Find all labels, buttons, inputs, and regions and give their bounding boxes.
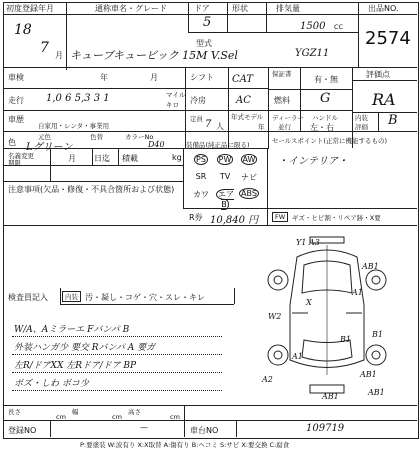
history-label: 車歴 (8, 115, 24, 124)
fw-label: FW (272, 212, 288, 222)
tax-label: 積載 (122, 154, 138, 163)
damage-mark: A1 (352, 288, 363, 297)
damage-mark: X (306, 298, 312, 307)
damage-mark: B1 (372, 330, 383, 339)
note-line: ポズ・しわ ボコ少 (14, 379, 89, 389)
doors-value: 5 (203, 15, 212, 30)
warranty-label: 保証書 (272, 70, 292, 78)
equipment-item: PW (218, 155, 232, 164)
height-label: 高さ (128, 408, 141, 416)
mileage-label: 走行 (8, 96, 24, 105)
doors-label: ドア (194, 4, 210, 13)
first-reg-year: 18 (14, 22, 32, 38)
equipment-item: ナビ (241, 173, 257, 182)
color-value: Lグリーン (26, 142, 73, 153)
interior-sub: 評価 (355, 123, 368, 131)
recycle-label: R券 (189, 213, 203, 222)
ac-value: AC (236, 95, 251, 106)
handle-value: 左・右 (310, 123, 334, 132)
shift-value: CAT (232, 74, 253, 85)
displacement-value: 1500 (300, 21, 326, 32)
inspection-year-unit: 年 (100, 73, 108, 82)
equipment-item: ABS (241, 189, 257, 198)
ac-label: 冷房 (190, 96, 206, 105)
note-line: W/A、Aミラーエ Fバンパ B (14, 325, 130, 335)
reg-no-label: 登録NO (8, 426, 37, 435)
first-reg-month: 7 (40, 40, 49, 56)
damage-mark: AB1 (362, 262, 379, 271)
damage-mark: W2 (268, 312, 282, 321)
model-label: 型式 (196, 39, 212, 48)
nc-day-unit: 日迄 (94, 154, 110, 163)
mileage-value: 1,0 6 5,3 3 1 (46, 93, 110, 104)
km-unit: キロ (166, 101, 179, 109)
equipment-item: エアB (218, 190, 234, 209)
warranty-value: 有・無 (314, 75, 338, 84)
equipment-item: PS (196, 155, 206, 164)
equipment-item: TV (219, 172, 231, 181)
fuel-value: G (320, 91, 331, 106)
car-name-value: キューブキュービック 15M V.Sel (70, 49, 238, 62)
sales-point-label: セールスポイント(正常に機能するもの) (272, 137, 387, 145)
chassis-value: 109719 (306, 423, 345, 434)
score-value: RA (372, 90, 396, 109)
inspector-options: 汚・凝し・コゲ・穴・スレ・キレ (85, 293, 205, 302)
color-label: 色 (8, 138, 16, 147)
chassis-label: 車台NO (190, 426, 219, 435)
damage-mark: A1 (292, 352, 303, 361)
color-code: D40 (148, 140, 165, 149)
fw-options: ギズ・ヒビ割・リペア跡・X要 (292, 214, 381, 222)
equipment-item: SR (195, 172, 207, 181)
interior-value: B (388, 113, 398, 128)
recycle-value: 10,840 円 (210, 215, 259, 226)
note-line: 外装ハンガ少 要交 Rバンパ A 要ガ (14, 343, 156, 353)
lot-number: 2574 (365, 28, 411, 49)
mile-unit: マイル (166, 91, 186, 99)
model-value: YGZ11 (295, 48, 330, 59)
damage-mark: AB1 (360, 370, 377, 379)
tax-unit: kg (172, 153, 182, 162)
displacement-unit: CC (334, 23, 344, 31)
inspector-inner: 内装 (62, 291, 81, 302)
damage-mark: AB1 (368, 388, 385, 397)
damage-mark: AB1 (322, 392, 339, 401)
inspector-label: 検査員記入 (8, 293, 48, 302)
equipment-label: 装備品(純正品に限る) (186, 141, 250, 149)
handle-label: ハンドル (312, 114, 338, 122)
month-unit: 月 (55, 51, 63, 60)
car-name-label: 通称車名・グレード (95, 4, 167, 13)
sales-point-value: ・インテリア・ (278, 156, 348, 167)
height-unit: cm (170, 413, 180, 421)
displacement-label: 排気量 (276, 4, 300, 13)
year-model-unit: 年 (258, 123, 265, 131)
name-change-label: 名義変更 (8, 152, 34, 160)
color-sub1: 元色 (38, 133, 51, 141)
dealer-sub: 並行 (278, 123, 291, 131)
length-unit: cm (56, 413, 66, 421)
capacity-value: 7 (205, 119, 212, 130)
width-label: 幅 (72, 408, 79, 416)
damage-mark: Y1 A3 (296, 238, 320, 247)
nc-month-unit: 月 (68, 154, 76, 163)
color-no-label: カラーNo (125, 133, 154, 141)
interior-label: 内装 (355, 114, 368, 122)
length-label: 長さ (8, 408, 21, 416)
equipment-item: カワ (193, 190, 209, 199)
fuel-label: 燃料 (274, 96, 290, 105)
width-unit: cm (112, 413, 122, 421)
legend: P:要塗装 W:波有り X:X取替 A:傷有り B:ヘコミ S:サビ X:要交換 C:腐食 (80, 441, 290, 449)
equipment-item: AW (242, 155, 256, 164)
damage-mark: B1 (340, 335, 351, 344)
score-label: 評価点 (366, 70, 390, 79)
capacity-label: 定員 (190, 115, 203, 123)
shift-label: シフト (190, 73, 214, 82)
inspection-month-unit: 月 (150, 73, 158, 82)
capacity-unit: 人 (216, 122, 224, 131)
shape-label: 形状 (232, 4, 248, 13)
lot-label: 出品NO. (368, 4, 399, 13)
damage-mark: A2 (262, 375, 273, 384)
year-model-label: 年式モデル (231, 113, 264, 121)
deadline-label: 期限 (8, 159, 21, 167)
color-sub2: 色替 (90, 133, 103, 141)
note-line: 左R/ドアXX 左Rドア/ドア BP (14, 361, 137, 371)
notes-label: 注意事項(欠品・修復・不具合箇所および状態) (8, 185, 175, 194)
first-reg-label: 初度登録年月 (6, 4, 54, 13)
history-sub: 自家用・レンタ・事業用 (38, 122, 110, 130)
dealer-label: ディーラー (272, 114, 304, 122)
inspection-label: 車検 (8, 73, 24, 82)
dash: — (140, 423, 148, 432)
